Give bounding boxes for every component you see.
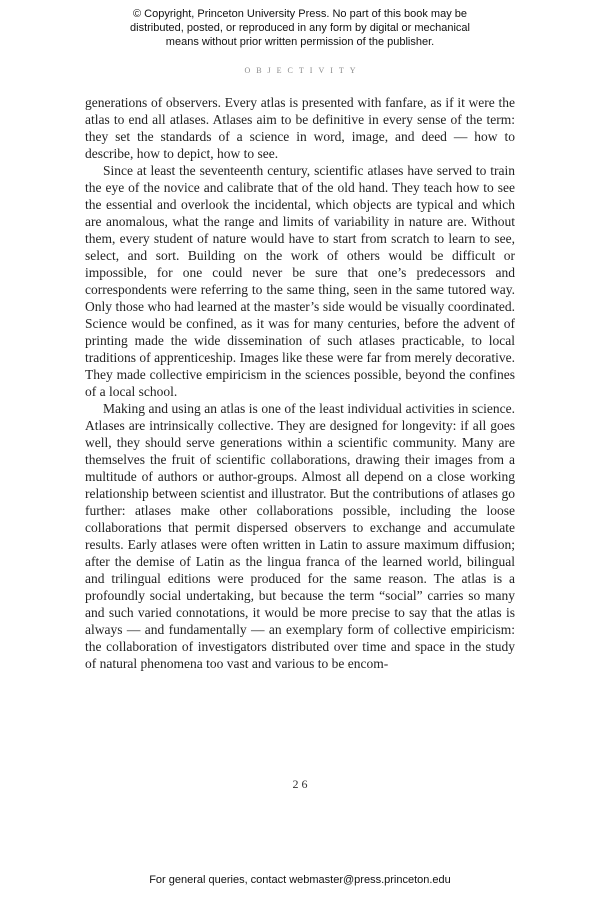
footer-contact-text: For general queries, contact webmaster@press.princeton.edu [149, 874, 451, 886]
copyright-line: © Copyright, Princeton University Press. No part of this book may be [133, 8, 467, 20]
copyright-line: distributed, posted, or reproduced in any form by digital or mechanical [130, 22, 470, 34]
body-text-block [85, 94, 515, 672]
copyright-notice [0, 7, 600, 49]
copyright-line: means without prior written permission of the publisher. [165, 36, 435, 48]
body-paragraph: Making and using an atlas is one of the least individual activities in science. Atlases are intrinsically collective. They are designed for longevity: if all goes well, they should serve generations within a scientific community. Many are themselves the fruit of scientific collaborations, drawing their images from a multitude of authors or author-groups. Almost all depend on a close working relationship between scientist and illustrator. But the contributions of atlases go further: atlases make other collaborations possible, including the loose collaborations that permit dispersed observers to exchange and accumulate results. Early atlases were often written in Latin to assure maximum diffusion; after the demise of Latin as the lingua franca of the learned world, bilingual and trilingual editions were produced for the same reason. The atlas is a profoundly social undertaking, but because the term “social” carries so many and such varied connotations, it would be more precise to say that the atlas is always — and fundamentally — an exemplary form of collective empiricism: the collaboration of investigators distributed over time and space in the study of natural phenomena too vast and various to be encom- [85, 401, 515, 671]
page-number: 26 [292, 777, 311, 791]
body-paragraph: generations of observers. Every atlas is presented with fanfare, as if it were the atlas to end all atlases. Atlases aim to be definitive in every sense of the term: they set the standards of a science in word, image, and deed — how to describe, how to depict, how to see. [85, 95, 515, 161]
running-header: OBJECTIVITY [244, 66, 362, 75]
body-paragraph: Since at least the seventeenth century, scientific atlases have served to train the eye of the novice and calibrate that of the old hand. They teach how to see the essential and overlook the incidental, which objects are typical and which are anomalous, what the range and limits of variability in nature are. Without them, every student of nature would have to start from scratch to learn to see, select, and sort. Building on the work of others would be difficult or impossible, for one could never be sure that one’s predecessors and correspondents were referring to the same thing, seen in the same tutored way. Only those who had learned at the master’s side would be visually coordinated. Science would be confined, as it was for many centuries, before the advent of printing made the wide dissemination of such atlases practicable, to local traditions of apprenticeship. Images like these were far from merely decorative. They made collective empiricism in the sciences possible, beyond the confines of a local school. [85, 163, 515, 399]
